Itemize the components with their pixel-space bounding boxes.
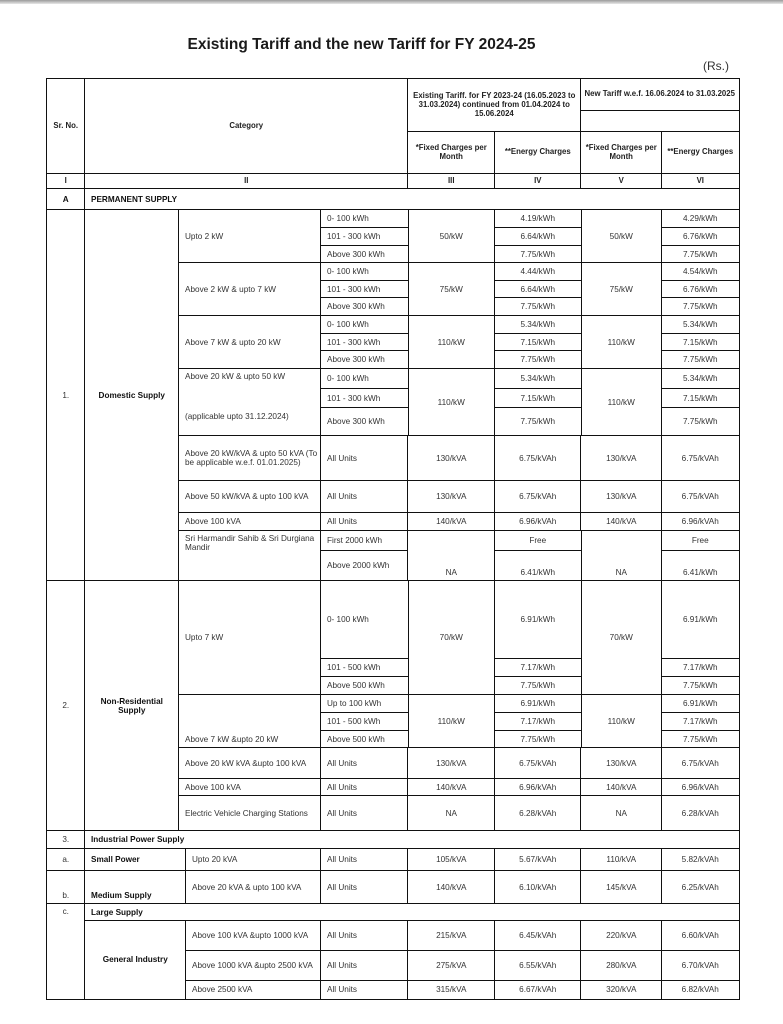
existing-energy-charge: 6.28/kVAh	[494, 795, 582, 832]
consumption-slab: 0- 100 kWh	[320, 368, 409, 390]
consumption-slab: All Units	[320, 870, 409, 905]
load-category: Upto 7 kW	[178, 580, 322, 696]
window-top-edge	[0, 0, 783, 4]
load-category: Upto 2 kW	[178, 209, 322, 264]
existing-energy-charge: 6.45/kVAh	[494, 920, 582, 952]
existing-fixed-charge: 70/kW	[407, 580, 496, 696]
consumption-slab: 0- 100 kWh	[320, 315, 409, 335]
consumption-slab: 101 - 500 kWh	[320, 658, 409, 678]
existing-energy-charge: 6.67/kVAh	[494, 980, 582, 1000]
existing-energy-charge: 7.15/kWh	[494, 333, 582, 352]
consumption-slab: All Units	[320, 920, 409, 952]
new-fixed-charge: 110/kW	[580, 368, 663, 437]
new-energy-charge: 5.34/kWh	[661, 315, 740, 335]
existing-energy-charge: Free	[494, 530, 582, 552]
new-fixed-charge: 280/kVA	[580, 950, 663, 982]
existing-energy-charge: 4.44/kWh	[494, 262, 582, 282]
small-power-label: Small Power	[84, 848, 187, 872]
new-energy-charge: 6.60/kVAh	[661, 920, 740, 952]
new-energy-charge: 7.75/kWh	[661, 676, 740, 696]
new-energy-charge: 6.75/kVAh	[661, 747, 740, 780]
new-energy-charge: 7.75/kWh	[661, 297, 740, 317]
existing-energy-charge: 6.96/kVAh	[494, 512, 582, 532]
consumption-slab: 0- 100 kWh	[320, 262, 409, 282]
consumption-slab: All Units	[320, 480, 409, 514]
existing-fixed-charge: 315/kVA	[407, 980, 496, 1000]
new-fixed-charge: 130/kVA	[580, 435, 663, 482]
load-category: Above 1000 kVA &upto 2500 kVA	[185, 950, 322, 982]
consumption-slab: All Units	[320, 950, 409, 982]
new-fixed-charge: 145/kVA	[580, 870, 663, 905]
existing-energy-charge: 5.34/kWh	[494, 315, 582, 335]
new-energy-charge: 7.15/kWh	[661, 333, 740, 352]
existing-energy-charge: 6.91/kWh	[494, 694, 582, 714]
consumption-slab: All Units	[320, 747, 409, 780]
section-label: PERMANENT SUPPLY	[84, 188, 740, 211]
load-category: Above 100 kVA	[178, 778, 322, 797]
load-category: Above 50 kW/kVA & upto 100 kVA	[178, 480, 322, 514]
new-energy-charge: 6.76/kWh	[661, 280, 740, 299]
consumption-slab: Up to 100 kWh	[320, 694, 409, 714]
new-energy-charge: 7.75/kWh	[661, 245, 740, 264]
existing-energy-charge: 6.96/kVAh	[494, 778, 582, 797]
existing-fixed-charge: 215/kVA	[407, 920, 496, 952]
new-fixed-charge: 140/kVA	[580, 512, 663, 532]
existing-energy-charge: 6.55/kVAh	[494, 950, 582, 982]
load-category-note: (applicable upto 31.12.2024)	[185, 412, 289, 422]
existing-fixed-charge: 130/kVA	[407, 480, 496, 514]
existing-energy-charge: 6.64/kWh	[494, 280, 582, 299]
domestic-category-label: Domestic Supply	[84, 209, 180, 582]
existing-fixed-charge: 140/kVA	[407, 870, 496, 905]
currency-unit-note: (Rs.)	[703, 59, 729, 73]
consumption-slab: Above 500 kWh	[320, 730, 409, 749]
new-fixed-charge: 50/kW	[580, 209, 663, 264]
new-energy-charge: 7.75/kWh	[661, 730, 740, 749]
new-energy-charge: 5.34/kWh	[661, 368, 740, 390]
new-energy-charge: 6.70/kVAh	[661, 950, 740, 982]
header-new-tariff: New Tariff w.e.f. 16.06.2024 to 31.03.2025	[580, 78, 740, 112]
new-fixed-charge: 320/kVA	[580, 980, 663, 1000]
new-fixed-charge: 130/kVA	[580, 480, 663, 514]
consumption-slab: Above 300 kWh	[320, 297, 409, 317]
industrial-section-label: Industrial Power Supply	[84, 830, 740, 850]
consumption-slab: First 2000 kWh	[320, 530, 409, 552]
existing-energy-charge: 7.17/kWh	[494, 658, 582, 678]
existing-energy-charge: 7.75/kWh	[494, 245, 582, 264]
consumption-slab: All Units	[320, 512, 409, 532]
existing-fixed-charge: 130/kVA	[407, 435, 496, 482]
existing-energy-charge: 7.15/kWh	[494, 388, 582, 409]
new-fixed-charge: NA	[580, 795, 663, 832]
header-existing-energy: **Energy Charges	[494, 131, 582, 175]
consumption-slab: Above 2000 kWh	[320, 550, 409, 582]
header-roman-numeral: III	[407, 173, 496, 190]
existing-fixed-charge: NA	[407, 795, 496, 832]
new-fixed-charge: 130/kVA	[580, 747, 663, 780]
consumption-slab: Above 300 kWh	[320, 245, 409, 264]
consumption-slab: All Units	[320, 980, 409, 1000]
consumption-slab: All Units	[320, 848, 409, 872]
header-roman-numeral: I	[46, 173, 86, 190]
new-energy-charge: 6.91/kWh	[661, 580, 740, 660]
new-energy-charge: 6.41/kWh	[661, 550, 740, 582]
load-category: Above 7 kW & upto 20 kW	[178, 315, 322, 370]
section-sr: A	[46, 188, 86, 211]
load-category: Above 20 kW kVA &upto 100 kVA	[178, 747, 322, 780]
large-supply-label: Large Supply	[84, 903, 740, 922]
existing-fixed-charge: 275/kVA	[407, 950, 496, 982]
header-sr-no: Sr. No.	[46, 78, 86, 175]
large-supply-sr-no: c.	[46, 903, 86, 1000]
existing-energy-charge: 7.75/kWh	[494, 730, 582, 749]
new-energy-charge: 7.17/kWh	[661, 658, 740, 678]
existing-fixed-charge: 105/kVA	[407, 848, 496, 872]
header-new-tariff-blank	[580, 110, 740, 133]
consumption-slab: 101 - 300 kWh	[320, 333, 409, 352]
domestic-sr-no: 1.	[46, 209, 86, 582]
header-existing-tariff: Existing Tariff. for FY 2023-24 (16.05.2023 to 31.03.2024) continued from 01.04.2024 to 15.06.2024	[407, 78, 582, 133]
header-roman-numeral: IV	[494, 173, 582, 190]
load-category: Above 2 kW & upto 7 kW	[178, 262, 322, 317]
existing-energy-charge: 6.64/kWh	[494, 227, 582, 247]
new-energy-charge: 6.28/kVAh	[661, 795, 740, 832]
existing-fixed-charge: 110/kW	[407, 368, 496, 437]
new-energy-charge: 4.54/kWh	[661, 262, 740, 282]
header-roman-numeral: VI	[661, 173, 740, 190]
consumption-slab: Above 300 kWh	[320, 407, 409, 437]
new-energy-charge: 7.75/kWh	[661, 407, 740, 437]
new-energy-charge: 5.82/kVAh	[661, 848, 740, 872]
consumption-slab: 101 - 300 kWh	[320, 227, 409, 247]
header-roman-numeral: V	[580, 173, 663, 190]
non-residential-category-label: Non-Residential Supply	[84, 580, 180, 832]
consumption-slab: Above 300 kWh	[320, 350, 409, 370]
new-fixed-charge: 75/kW	[580, 262, 663, 317]
existing-energy-charge: 6.75/kVAh	[494, 480, 582, 514]
existing-energy-charge: 6.91/kWh	[494, 580, 582, 660]
small-power-sr-no: a.	[46, 848, 86, 872]
existing-fixed-charge: 75/kW	[407, 262, 496, 317]
consumption-slab: All Units	[320, 778, 409, 797]
existing-fixed-charge: 140/kVA	[407, 512, 496, 532]
header-roman-numeral: II	[84, 173, 409, 190]
existing-fixed-charge: 140/kVA	[407, 778, 496, 797]
consumption-slab: 101 - 500 kWh	[320, 712, 409, 732]
existing-energy-charge: 5.34/kWh	[494, 368, 582, 390]
load-category: Above 2500 kVA	[185, 980, 322, 1000]
load-category: Electric Vehicle Charging Stations	[178, 795, 322, 832]
load-category: Above 20 kVA & upto 100 kVA	[185, 870, 322, 905]
new-fixed-charge: 110/kVA	[580, 848, 663, 872]
new-fixed-charge: 110/kW	[580, 694, 663, 749]
consumption-slab: Above 500 kWh	[320, 676, 409, 696]
general-industry-label: General Industry	[84, 920, 187, 1000]
load-category: Upto 20 kVA	[185, 848, 322, 872]
new-energy-charge: 6.96/kVAh	[661, 778, 740, 797]
load-category	[178, 368, 322, 437]
existing-energy-charge: 4.19/kWh	[494, 209, 582, 229]
load-category-label: Above 20 kW & upto 50 kW	[185, 372, 286, 381]
consumption-slab: All Units	[320, 435, 409, 482]
new-energy-charge: 6.75/kVAh	[661, 480, 740, 514]
new-energy-charge: Free	[661, 530, 740, 552]
new-energy-charge: 7.15/kWh	[661, 388, 740, 409]
header-new-fixed: *Fixed Charges per Month	[580, 131, 663, 175]
header-category: Category	[84, 78, 409, 175]
header-new-energy: **Energy Charges	[661, 131, 740, 175]
existing-energy-charge: 6.75/kVAh	[494, 435, 582, 482]
existing-energy-charge: 5.67/kVAh	[494, 848, 582, 872]
new-energy-charge: 6.75/kVAh	[661, 435, 740, 482]
existing-fixed-charge: 130/kVA	[407, 747, 496, 780]
non-residential-sr-no: 2.	[46, 580, 86, 832]
load-category: Above 100 kVA	[178, 512, 322, 532]
industrial-sr-no: 3.	[46, 830, 86, 850]
existing-energy-charge: 7.75/kWh	[494, 350, 582, 370]
existing-energy-charge: 7.75/kWh	[494, 407, 582, 437]
new-fixed-charge: 110/kW	[580, 315, 663, 370]
new-fixed-charge: 140/kVA	[580, 778, 663, 797]
medium-supply-sr-no: b.	[46, 870, 86, 905]
existing-energy-charge: 7.75/kWh	[494, 676, 582, 696]
load-category: Above 7 kW &upto 20 kW	[178, 694, 322, 749]
existing-fixed-charge: NA	[407, 530, 496, 582]
consumption-slab: 0- 100 kWh	[320, 209, 409, 229]
load-category: Sri Harmandir Sahib & Sri Durgiana Mandir	[178, 530, 322, 582]
existing-energy-charge: 6.41/kWh	[494, 550, 582, 582]
new-energy-charge: 6.91/kWh	[661, 694, 740, 714]
load-category: Above 20 kW/kVA & upto 50 kVA (To be applicable w.e.f. 01.01.2025)	[178, 435, 322, 482]
new-energy-charge: 7.17/kWh	[661, 712, 740, 732]
consumption-slab: 101 - 300 kWh	[320, 280, 409, 299]
new-fixed-charge: 70/kW	[580, 580, 663, 696]
medium-supply-label: Medium Supply	[84, 870, 187, 905]
existing-energy-charge: 7.75/kWh	[494, 297, 582, 317]
new-energy-charge: 6.96/kVAh	[661, 512, 740, 532]
new-energy-charge: 7.75/kWh	[661, 350, 740, 370]
new-fixed-charge: 220/kVA	[580, 920, 663, 952]
consumption-slab: 0- 100 kWh	[320, 580, 409, 660]
new-energy-charge: 6.76/kWh	[661, 227, 740, 247]
existing-fixed-charge: 110/kW	[407, 315, 496, 370]
header-existing-fixed: *Fixed Charges per Month	[407, 131, 496, 175]
new-energy-charge: 4.29/kWh	[661, 209, 740, 229]
existing-energy-charge: 6.75/kVAh	[494, 747, 582, 780]
existing-fixed-charge: 50/kW	[407, 209, 496, 264]
new-fixed-charge: NA	[580, 530, 663, 582]
new-energy-charge: 6.82/kVAh	[661, 980, 740, 1000]
existing-energy-charge: 6.10/kVAh	[494, 870, 582, 905]
consumption-slab: 101 - 300 kWh	[320, 388, 409, 409]
page-title: Existing Tariff and the new Tariff for FY 2024-25	[187, 36, 536, 53]
existing-energy-charge: 7.17/kWh	[494, 712, 582, 732]
existing-fixed-charge: 110/kW	[407, 694, 496, 749]
consumption-slab: All Units	[320, 795, 409, 832]
load-category: Above 100 kVA &upto 1000 kVA	[185, 920, 322, 952]
new-energy-charge: 6.25/kVAh	[661, 870, 740, 905]
